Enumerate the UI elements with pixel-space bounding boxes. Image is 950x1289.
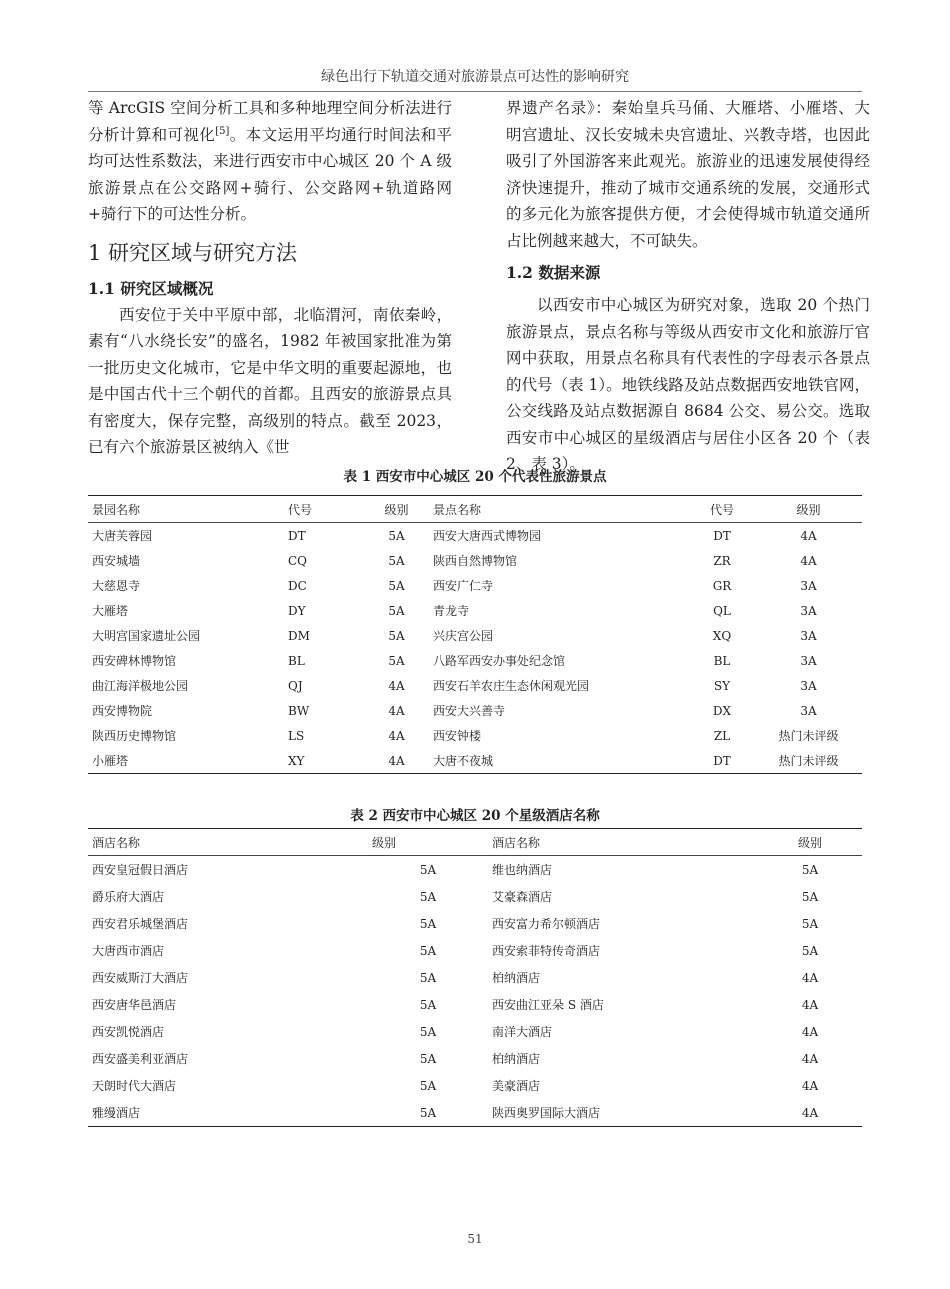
cell-level: 5A [801, 943, 819, 958]
section-1-heading: 1 研究区域与研究方法 [88, 240, 298, 265]
cell-level: 5A [419, 997, 437, 1012]
cell-name: 西安大唐西式博物园 [433, 529, 542, 543]
cell-hotel: 柏纳酒店 [492, 971, 541, 985]
cell-code: DC [288, 578, 307, 593]
cell-code: SY [713, 678, 731, 693]
cell-name: 曲江海洋极地公园 [92, 679, 189, 693]
cell-code: DT [288, 528, 306, 543]
cell-name: 西安碑林博物馆 [92, 654, 177, 668]
cell-name: 小雁塔 [92, 754, 129, 768]
cell-level: 5A [419, 889, 437, 904]
section-1-2-paragraph: 以西安市中心城区为研究对象，选取 20 个热门旅游景点，景点名称与等级从西安市文化和旅游厅官网中获取，用景点名称具有代表性的字母表示各景点的代号（表 1）。地铁线路及站点数据西安地铁官网，公交线路及站点数据源自 8684 公交、易公交。选取西安市中心城区的星级酒店与居住小区各 20 个（表 2、表 3）。 [506, 296, 870, 473]
cell-name: 陕西自然博物馆 [433, 554, 518, 568]
paragraph-continued: 等 ArcGIS 空间分析工具和多种地理空间分析法进行分析计算和可视化[5]。本文运用平均通行时间法和平均可达性系数法，来进行西安市中心城区 20 个 A 级旅游景点在公交路网+骑行、公交路网+轨道路网+骑行下的可达性分析。 [88, 99, 452, 223]
cell-level: 5A [419, 862, 437, 877]
cell-level: 5A [801, 889, 819, 904]
column-header: 级别 [368, 829, 488, 856]
cell-level: 5A [419, 1105, 437, 1120]
table-row [88, 598, 862, 623]
cell-code: DX [712, 703, 732, 718]
column-header: 酒店名称 [488, 829, 758, 856]
cell-hotel: 柏纳酒店 [492, 1052, 541, 1066]
cell-level: 3A [800, 628, 817, 643]
cell-name: 西安钟楼 [433, 729, 482, 743]
table-2 [88, 828, 862, 1127]
table-row [88, 723, 862, 748]
cell-name: 兴庆宫公园 [433, 629, 494, 643]
cell-name: 西安城墙 [92, 554, 141, 568]
left-column [88, 95, 452, 461]
cell-hotel: 大唐西市酒店 [92, 944, 165, 958]
section-1-1-heading: 1.1 研究区域概况 [88, 278, 214, 298]
cell-level: 5A [801, 862, 819, 877]
citation-ref[interactable]: [5] [215, 125, 230, 137]
cell-level: 4A [388, 678, 405, 693]
cell-level: 4A [388, 703, 405, 718]
cell-code: ZL [713, 728, 731, 743]
cell-code: ZR [713, 553, 731, 568]
cell-code: XY [288, 753, 305, 768]
column-header: 景园名称 [88, 496, 284, 523]
cell-code: QL [713, 603, 731, 618]
cell-level: 4A [801, 1078, 819, 1093]
table-header-row [88, 496, 862, 523]
table-row [88, 937, 862, 964]
table-row [88, 1018, 862, 1045]
cell-level: 3A [800, 578, 817, 593]
cell-hotel: 西安盛美利亚酒店 [92, 1052, 189, 1066]
cell-name: 陕西历史博物馆 [92, 729, 177, 743]
cell-name: 八路军西安办事处纪念馆 [433, 654, 566, 668]
cell-level: 4A [800, 528, 817, 543]
cell-name: 大明宫国家遗址公园 [92, 629, 201, 643]
table-row [88, 1045, 862, 1072]
cell-level: 4A [801, 1024, 819, 1039]
cell-code: BW [288, 703, 310, 718]
cell-name: 大唐不夜城 [433, 754, 494, 768]
cell-hotel: 天朗时代大酒店 [92, 1079, 177, 1093]
right-column [506, 95, 870, 478]
cell-level: 4A [801, 970, 819, 985]
table-row [88, 1072, 862, 1099]
section-1-1-paragraph: 西安位于关中平原中部，北临渭河，南依秦岭，素有“八水绕长安”的盛名，1982 年被国家批准为第一批历史文化城市，它是中华文明的重要起源地，也是中国古代十三个朝代的首都。且西安的旅游景点具有密度大，保存完整，高级别的特点。截至 2023，已有六个旅游景区被纳入《世 [88, 305, 452, 456]
table-row [88, 1099, 862, 1127]
cell-level: 3A [800, 603, 817, 618]
cell-level: 4A [801, 1051, 819, 1066]
cell-hotel: 西安富力希尔顿酒店 [492, 917, 601, 931]
cell-hotel: 西安曲江亚朵 S 酒店 [492, 998, 604, 1012]
cell-level: 5A [801, 916, 819, 931]
paragraph-continued-right: 界遗产名录》：秦始皇兵马俑、大雁塔、小雁塔、大明宫遗址、汉长安城未央宫遗址、兴教寺塔，也因此吸引了外国游客来此观光。旅游业的迅速发展使得经济快速提升，推动了城市交通系统的发展，交通形式的多元化为旅客提供方便，才会使得城市轨道交通所占比例越来越大，不可缺失。 [506, 99, 870, 250]
cell-hotel: 雅缦酒店 [92, 1106, 141, 1120]
cell-level: 4A [388, 753, 405, 768]
cell-level: 3A [800, 678, 817, 693]
cell-code: BL [713, 653, 731, 668]
cell-level: 4A [801, 997, 819, 1012]
table-row [88, 883, 862, 910]
table-1 [88, 495, 862, 774]
table-row [88, 964, 862, 991]
cell-level: 3A [800, 653, 817, 668]
table-1-caption: 表 1 西安市中心城区 20 个代表性旅游景点 [343, 469, 607, 485]
column-header: 级别 [755, 496, 862, 523]
cell-level: 5A [388, 603, 405, 618]
cell-level: 5A [419, 1024, 437, 1039]
cell-hotel: 西安索菲特传奇酒店 [492, 944, 601, 958]
cell-hotel: 西安皇冠假日酒店 [92, 863, 189, 877]
table-header-row [88, 829, 862, 856]
cell-level: 5A [388, 578, 405, 593]
table-row [88, 573, 862, 598]
section-1-2-heading: 1.2 数据来源 [506, 263, 601, 282]
cell-code: DM [288, 628, 310, 643]
cell-name: 西安广仁寺 [433, 579, 494, 593]
cell-level: 4A [800, 553, 817, 568]
cell-code: GR [712, 578, 732, 593]
column-header: 酒店名称 [88, 829, 368, 856]
table-row [88, 698, 862, 723]
cell-hotel: 美豪酒店 [492, 1079, 541, 1093]
cell-level: 5A [388, 628, 405, 643]
cell-name: 西安石羊农庄生态休闲观光园 [433, 679, 590, 693]
cell-level: 3A [800, 703, 817, 718]
cell-hotel: 维也纳酒店 [492, 863, 553, 877]
column-header: 代号 [284, 496, 364, 523]
cell-level: 热门未评级 [778, 754, 839, 768]
cell-level: 5A [388, 528, 405, 543]
cell-level: 5A [388, 653, 405, 668]
cell-code: DT [713, 753, 731, 768]
table-row [88, 648, 862, 673]
cell-name: 西安博物院 [92, 704, 153, 718]
cell-code: DY [288, 603, 306, 618]
cell-level: 5A [419, 1078, 437, 1093]
cell-level: 5A [419, 916, 437, 931]
cell-hotel: 陕西奥罗国际大酒店 [492, 1106, 601, 1120]
cell-hotel: 西安威斯汀大酒店 [92, 971, 189, 985]
cell-hotel: 爵乐府大酒店 [92, 890, 165, 904]
table-2-caption: 表 2 西安市中心城区 20 个星级酒店名称 [350, 808, 600, 824]
table-row [88, 548, 862, 573]
table-row [88, 748, 862, 774]
column-header: 级别 [758, 829, 862, 856]
cell-code: BL [288, 653, 305, 668]
cell-level: 5A [388, 553, 405, 568]
cell-level: 5A [419, 1051, 437, 1066]
cell-level: 5A [419, 970, 437, 985]
table-row [88, 856, 862, 884]
cell-code: QJ [288, 678, 303, 693]
cell-code: LS [288, 728, 305, 743]
table-row [88, 991, 862, 1018]
column-header: 级别 [364, 496, 429, 523]
page-number: 51 [467, 1232, 483, 1246]
cell-name: 西安大兴善寺 [433, 704, 506, 718]
column-header: 景点名称 [429, 496, 689, 523]
cell-code: DT [713, 528, 731, 543]
cell-hotel: 西安凯悦酒店 [92, 1025, 165, 1039]
cell-name: 青龙寺 [433, 604, 470, 618]
cell-name: 大唐芙蓉园 [92, 529, 153, 543]
table-row [88, 910, 862, 937]
cell-code: XQ [712, 628, 732, 643]
running-header: 绿色出行下轨道交通对旅游景点可达性的影响研究 [88, 66, 862, 92]
table-row [88, 673, 862, 698]
cell-hotel: 西安君乐城堡酒店 [92, 917, 189, 931]
column-header: 代号 [689, 496, 755, 523]
cell-hotel: 西安唐华邑酒店 [92, 998, 177, 1012]
cell-name: 大慈恩寺 [92, 579, 141, 593]
table-row [88, 623, 862, 648]
cell-level: 4A [801, 1105, 819, 1120]
cell-level: 5A [419, 943, 437, 958]
cell-level: 热门未评级 [778, 729, 839, 743]
cell-hotel: 南洋大酒店 [492, 1025, 553, 1039]
cell-hotel: 艾豪森酒店 [492, 890, 553, 904]
cell-name: 大雁塔 [92, 604, 129, 618]
cell-code: CQ [288, 553, 308, 568]
cell-level: 4A [388, 728, 405, 743]
table-row [88, 523, 862, 549]
